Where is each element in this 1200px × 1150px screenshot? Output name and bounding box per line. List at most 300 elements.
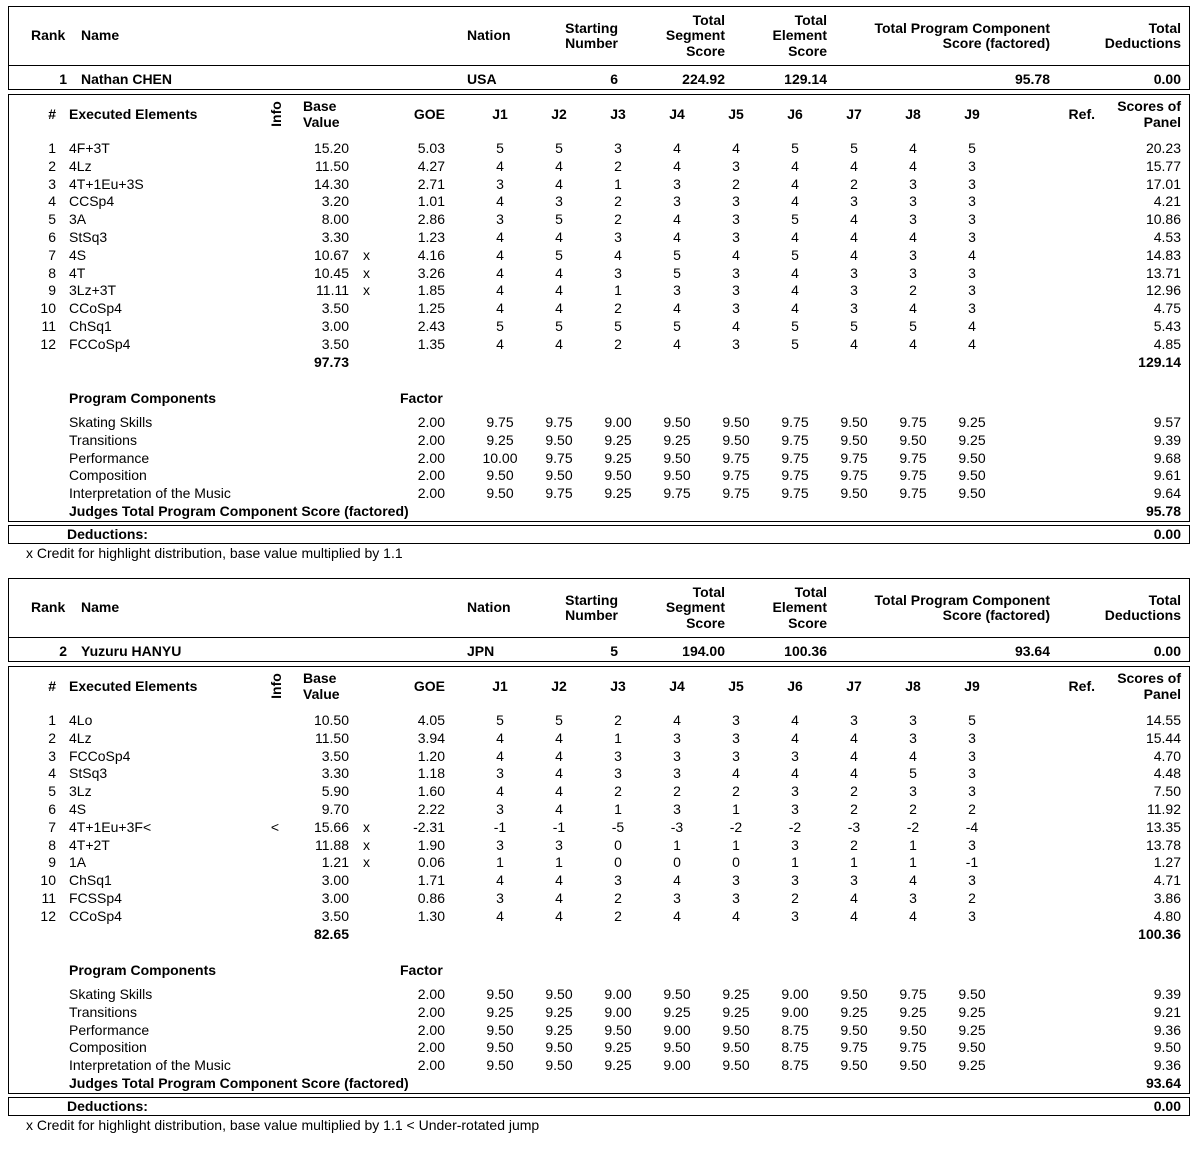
judge-score-j1: -1: [493, 818, 507, 835]
judge-score-j6: 3: [791, 907, 799, 924]
judges-total-pcs-label: Judges Total Program Component Score (factored): [69, 1075, 409, 1091]
judge-score-j3: 2: [614, 193, 622, 210]
panel-score: 4.70: [1153, 747, 1181, 764]
program-components-header: Program Components: [69, 962, 217, 978]
component-score-j2: 9.50: [545, 1039, 573, 1056]
judge-score-j7: 3: [850, 282, 858, 299]
skater-name: Yuzuru HANYU: [81, 643, 182, 659]
judge-score-j1: 5: [496, 140, 504, 156]
base-value: 11.50: [315, 157, 349, 174]
ref-header: Ref.: [1068, 106, 1095, 122]
component-score-j2: 9.50: [545, 431, 573, 448]
judge-score-j7: -3: [847, 818, 861, 835]
component-score-j9: 9.50: [958, 467, 986, 484]
judge-score-j9: 3: [968, 211, 976, 228]
program-components-header: Program Components: [69, 390, 217, 406]
ref-header: Ref.: [1068, 678, 1095, 694]
judge-score-j5: 3: [732, 157, 740, 174]
highlight-marker: x: [363, 818, 370, 835]
elements-panel-total: 100.36: [1138, 925, 1181, 942]
element-number: 1: [48, 712, 56, 728]
panel-score: 11.92: [1147, 801, 1181, 817]
judge-score-j9: 3: [968, 765, 976, 782]
element-code: CCoSp4: [69, 300, 122, 317]
element-code: StSq3: [69, 229, 108, 245]
base-value: 10.45: [313, 264, 349, 281]
judge-score-j3: -5: [611, 818, 625, 835]
component-score-j4: 9.25: [663, 1003, 691, 1020]
base-value: 10.67: [313, 246, 349, 263]
judge-score-j4: 3: [673, 765, 681, 782]
judge-score-j1: 3: [496, 211, 504, 228]
element-number: 6: [48, 801, 56, 817]
judge-score-j8: 3: [909, 712, 917, 728]
component-name: Skating Skills: [69, 414, 153, 430]
element-number: 4: [48, 193, 56, 210]
judge-score-j1: 4: [496, 872, 504, 889]
component-score-j9: 9.25: [958, 1057, 986, 1074]
component-score-j5: 9.50: [722, 414, 750, 430]
component-score-j4: 9.50: [663, 986, 691, 1002]
base-value: 3.50: [321, 335, 349, 352]
judge-score-j5: 4: [732, 140, 740, 156]
element-number: 7: [48, 818, 56, 835]
base-value-header-2: Value: [303, 686, 340, 702]
tes-header-3: Score: [788, 615, 827, 631]
judge-score-j2: 4: [555, 890, 563, 906]
element-number: 2: [48, 729, 56, 746]
component-score-j1: 9.50: [486, 485, 514, 502]
judge-score-j8: -2: [906, 818, 920, 835]
component-score-j5: 9.50: [722, 1039, 750, 1056]
component-panel: 9.36: [1153, 1021, 1181, 1038]
component-panel: 9.64: [1153, 485, 1181, 502]
judge-score-j2: 3: [555, 836, 563, 853]
factor-header: Factor: [400, 390, 443, 406]
tss-header-2: Segment: [665, 599, 725, 615]
judge-score-j3: 3: [614, 229, 622, 245]
judge-score-j6: 4: [791, 282, 799, 299]
element-number: 8: [48, 264, 56, 281]
judge-score-j1: 3: [496, 836, 504, 853]
base-value: 5.90: [321, 783, 349, 800]
component-score-j8: 9.75: [899, 1039, 927, 1056]
panel-score: 15.77: [1145, 157, 1181, 174]
judge-score-j9: 5: [968, 712, 976, 728]
component-score-j3: 9.50: [604, 1021, 632, 1038]
component-score-j8: 9.75: [899, 986, 927, 1002]
judge-score-j7: 3: [850, 264, 858, 281]
element-code: 3Lz+3T: [69, 282, 117, 299]
panel-score: 4.85: [1153, 335, 1181, 352]
judge-score-j7: 4: [850, 335, 858, 352]
judge-score-j4: 4: [673, 712, 681, 728]
judge-score-j8: 3: [909, 246, 917, 263]
executed-elements-header: Executed Elements: [69, 106, 198, 122]
judge-score-j9: 3: [968, 229, 976, 245]
judge-score-j4: 1: [673, 836, 681, 853]
base-value-total: 82.65: [313, 925, 349, 942]
judge-score-j7: 4: [850, 157, 858, 174]
judge-score-j7: 4: [850, 211, 858, 228]
judge-score-j1: 3: [496, 890, 504, 906]
element-info: <: [270, 818, 280, 835]
judge-score-j1: 4: [496, 300, 504, 317]
panel-score: 13.78: [1145, 836, 1181, 853]
component-factor: 2.00: [417, 431, 445, 448]
judge-header-j4: J4: [669, 106, 685, 122]
base-value: 15.20: [313, 140, 349, 156]
element-number: 1: [48, 140, 56, 156]
judge-score-j4: 4: [673, 300, 681, 317]
base-value: 3.30: [321, 765, 349, 782]
executed-elements-header: Executed Elements: [69, 678, 198, 694]
judge-score-j8: 5: [909, 765, 917, 782]
component-score-j2: 9.50: [545, 1057, 573, 1074]
deductions-label: Deductions:: [67, 1098, 148, 1114]
judge-score-j2: 4: [555, 747, 563, 764]
judge-score-j6: 3: [791, 872, 799, 889]
base-value: 10.50: [313, 712, 349, 728]
component-score-j4: 9.50: [663, 1039, 691, 1056]
panel-header-1: Scores of: [1117, 98, 1181, 114]
judge-score-j4: 3: [673, 747, 681, 764]
highlight-marker: x: [363, 854, 370, 871]
elements-panel-total: 129.14: [1138, 353, 1181, 370]
judge-score-j8: 4: [909, 157, 917, 174]
panel-score: 13.71: [1145, 264, 1181, 281]
judge-score-j8: 4: [909, 300, 917, 317]
component-factor: 2.00: [417, 1003, 445, 1020]
judge-score-j1: 4: [496, 729, 504, 746]
nation-header: Nation: [467, 27, 511, 43]
component-score-j9: 9.50: [958, 485, 986, 502]
component-panel: 9.68: [1153, 449, 1181, 466]
component-panel: 9.61: [1153, 467, 1181, 484]
judge-score-j2: 4: [555, 335, 563, 352]
component-factor: 2.00: [417, 986, 445, 1002]
judge-header-j9: J9: [964, 678, 980, 694]
starting-number-header-1: Starting: [565, 592, 618, 608]
component-score-j2: 9.25: [545, 1003, 573, 1020]
judge-score-j5: 4: [732, 907, 740, 924]
tpcs-value: 95.78: [1014, 71, 1050, 87]
judge-score-j9: 3: [968, 264, 976, 281]
judge-score-j7: 4: [850, 246, 858, 263]
element-code: CCoSp4: [69, 907, 122, 924]
judge-score-j8: 3: [909, 175, 917, 192]
judge-score-j4: 2: [673, 783, 681, 800]
component-score-j1: 9.25: [486, 431, 514, 448]
component-score-j8: 9.50: [899, 431, 927, 448]
judge-score-j3: 2: [614, 335, 622, 352]
judge-score-j9: 3: [968, 872, 976, 889]
component-score-j9: 9.25: [958, 414, 986, 430]
deductions-value: 0.00: [1153, 71, 1181, 87]
goe-value: 1.25: [417, 300, 445, 317]
goe-value: 4.05: [417, 712, 445, 728]
name-header: Name: [81, 599, 120, 615]
component-score-j7: 9.75: [840, 467, 868, 484]
component-score-j6: 9.75: [781, 449, 809, 466]
judge-score-j6: 5: [791, 211, 799, 228]
judge-score-j9: -4: [965, 818, 979, 835]
judge-score-j1: 4: [496, 335, 504, 352]
component-score-j3: 9.25: [604, 1039, 632, 1056]
component-score-j8: 9.25: [899, 1003, 927, 1020]
deductions-total: 0.00: [1153, 1098, 1181, 1114]
judge-score-j2: 5: [555, 318, 563, 334]
element-code: FCCoSp4: [69, 747, 131, 764]
goe-value: 1.90: [417, 836, 445, 853]
panel-score: 4.80: [1153, 907, 1181, 924]
judge-score-j8: 4: [909, 335, 917, 352]
element-code: 3A: [69, 211, 87, 228]
base-value: 11.50: [315, 729, 349, 746]
goe-value: 4.27: [417, 157, 445, 174]
judge-score-j2: 5: [555, 211, 563, 228]
goe-value: 3.26: [417, 264, 445, 281]
judge-score-j2: 5: [555, 712, 563, 728]
component-score-j5: 9.25: [722, 1003, 750, 1020]
judge-score-j4: 4: [673, 157, 681, 174]
component-score-j4: 9.00: [663, 1057, 691, 1074]
judge-score-j3: 1: [614, 282, 622, 299]
judge-score-j1: 4: [496, 747, 504, 764]
judge-score-j2: 4: [555, 175, 563, 192]
judge-score-j4: 3: [673, 890, 681, 906]
highlight-marker: x: [363, 836, 370, 853]
judge-score-j2: 4: [555, 157, 563, 174]
goe-value: 4.16: [417, 246, 445, 263]
judge-score-j5: 0: [732, 854, 740, 871]
panel-score: 1.27: [1153, 854, 1181, 871]
judge-score-j9: 3: [968, 783, 976, 800]
judge-score-j4: 5: [673, 318, 681, 334]
panel-score: 4.48: [1153, 765, 1181, 782]
tes-value: 129.14: [784, 71, 827, 87]
judge-score-j5: 4: [732, 246, 740, 263]
judge-score-j6: 5: [791, 246, 799, 263]
deductions-header-1: Total: [1148, 592, 1181, 608]
judge-score-j3: 3: [614, 140, 622, 156]
judge-header-j4: J4: [669, 678, 685, 694]
judge-score-j5: 3: [732, 211, 740, 228]
component-score-j7: 9.75: [840, 1039, 868, 1056]
component-name: Skating Skills: [69, 986, 153, 1002]
judge-score-j6: 4: [791, 729, 799, 746]
element-code: 4T+1Eu+3F<: [69, 818, 152, 835]
component-score-j7: 9.50: [840, 986, 868, 1002]
judge-score-j6: 5: [791, 318, 799, 334]
goe-value: 1.35: [417, 335, 445, 352]
component-score-j1: 10.00: [482, 449, 518, 466]
tss-header-1: Total: [692, 584, 725, 600]
judge-score-j3: 2: [614, 300, 622, 317]
component-score-j6: 9.75: [781, 414, 809, 430]
goe-value: 1.85: [417, 282, 445, 299]
base-value: 8.00: [321, 211, 349, 228]
element-number: 10: [40, 300, 56, 317]
tes-header-1: Total: [794, 12, 827, 28]
highlight-marker: x: [363, 246, 370, 263]
element-number: 3: [48, 747, 56, 764]
base-value: 3.30: [321, 229, 349, 245]
name-header: Name: [81, 27, 120, 43]
goe-value: 1.01: [417, 193, 445, 210]
judge-score-j5: 3: [732, 729, 740, 746]
component-score-j3: 9.25: [604, 485, 632, 502]
goe-value: 3.94: [417, 729, 445, 746]
judge-score-j3: 2: [614, 712, 622, 728]
element-code: 4Lz: [69, 157, 92, 174]
judge-score-j2: 5: [555, 140, 563, 156]
judge-score-j4: -3: [670, 818, 684, 835]
judge-header-j8: J8: [905, 678, 921, 694]
element-code: 4S: [69, 801, 87, 817]
judge-score-j4: 4: [673, 229, 681, 245]
skater-section-1: [0, 6, 1200, 578]
element-code: StSq3: [69, 765, 108, 782]
tss-value: 224.92: [682, 71, 725, 87]
deductions-total: 0.00: [1153, 526, 1181, 542]
judge-score-j8: 2: [909, 801, 917, 817]
deductions-label: Deductions:: [67, 526, 148, 542]
skater-section-2: [0, 578, 1200, 1150]
judge-score-j7: 4: [850, 765, 858, 782]
component-score-j1: 9.50: [486, 1039, 514, 1056]
component-score-j7: 9.75: [840, 449, 868, 466]
tss-header-2: Segment: [665, 27, 725, 43]
component-score-j8: 9.75: [899, 485, 927, 502]
judge-score-j4: 4: [673, 140, 681, 156]
judge-score-j1: 4: [496, 783, 504, 800]
component-panel: 9.39: [1153, 986, 1181, 1002]
judge-score-j1: 4: [496, 907, 504, 924]
component-name: Composition: [69, 467, 147, 484]
judge-score-j2: 5: [555, 246, 563, 263]
judge-score-j5: 3: [732, 890, 740, 906]
base-value: 11.88: [315, 836, 349, 853]
judge-score-j3: 5: [614, 318, 622, 334]
component-panel: 9.50: [1153, 1039, 1181, 1056]
component-score-j5: 9.75: [722, 485, 750, 502]
goe-value: 2.22: [417, 801, 445, 817]
component-panel: 9.21: [1153, 1003, 1181, 1020]
deductions-header-2: Deductions: [1104, 607, 1181, 623]
judge-header-j9: J9: [964, 106, 980, 122]
judge-header-j6: J6: [787, 106, 803, 122]
element-number: 9: [48, 282, 56, 299]
judge-score-j7: 2: [850, 175, 858, 192]
element-code: FCCoSp4: [69, 335, 131, 352]
component-score-j4: 9.50: [663, 467, 691, 484]
judge-score-j6: 5: [791, 335, 799, 352]
judge-score-j2: 4: [555, 300, 563, 317]
judge-score-j1: 3: [496, 175, 504, 192]
rank-value: 1: [59, 71, 67, 87]
component-panel: 9.39: [1153, 431, 1181, 448]
nation-value: USA: [467, 71, 497, 87]
base-value-total: 97.73: [313, 353, 349, 370]
component-score-j1: 9.50: [486, 986, 514, 1002]
header-divider: [8, 65, 1190, 66]
judges-total-pcs-value: 95.78: [1145, 503, 1181, 519]
judge-header-j1: J1: [492, 678, 508, 694]
tes-header-2: Element: [772, 599, 827, 615]
panel-score: 14.83: [1145, 246, 1181, 263]
deductions-header-1: Total: [1148, 20, 1181, 36]
component-score-j1: 9.75: [486, 414, 514, 430]
judge-score-j9: 4: [968, 335, 976, 352]
base-value-header-1: Base: [303, 670, 337, 686]
panel-score: 4.53: [1153, 229, 1181, 245]
base-value: 1.21: [321, 854, 349, 871]
panel-score: 20.23: [1145, 140, 1181, 156]
component-score-j6: 9.75: [781, 431, 809, 448]
element-number: 9: [48, 854, 56, 871]
judge-score-j3: 0: [614, 836, 622, 853]
component-score-j6: 8.75: [781, 1021, 809, 1038]
num-header: #: [48, 678, 56, 694]
component-score-j2: 9.75: [545, 485, 573, 502]
judge-score-j9: 3: [968, 300, 976, 317]
judge-score-j6: 2: [791, 890, 799, 906]
judge-score-j4: 3: [673, 729, 681, 746]
highlight-marker: x: [363, 264, 370, 281]
starting-number-value: 6: [610, 71, 618, 87]
judge-score-j1: 4: [496, 246, 504, 263]
element-number: 3: [48, 175, 56, 192]
judge-score-j5: 1: [732, 801, 740, 817]
goe-value: 1.71: [417, 872, 445, 889]
element-number: 2: [48, 157, 56, 174]
starting-number-value: 5: [610, 643, 618, 659]
goe-value: 2.86: [417, 211, 445, 228]
judge-score-j3: 3: [614, 264, 622, 281]
base-value: 3.50: [321, 747, 349, 764]
judge-score-j8: 4: [909, 140, 917, 156]
component-factor: 2.00: [417, 1021, 445, 1038]
info-header: Info: [268, 101, 284, 127]
judge-score-j2: 3: [555, 193, 563, 210]
judge-score-j2: 1: [555, 854, 563, 871]
judge-score-j8: 1: [909, 836, 917, 853]
component-name: Composition: [69, 1039, 147, 1056]
judge-score-j7: 3: [850, 872, 858, 889]
judge-score-j9: 3: [968, 729, 976, 746]
panel-score: 15.44: [1145, 729, 1181, 746]
judge-header-j5: J5: [728, 678, 744, 694]
component-score-j8: 9.75: [899, 414, 927, 430]
rank-header: Rank: [31, 27, 66, 43]
component-factor: 2.00: [417, 449, 445, 466]
nation-value: JPN: [467, 643, 495, 659]
panel-header-1: Scores of: [1117, 670, 1181, 686]
component-score-j8: 9.75: [899, 467, 927, 484]
factor-header: Factor: [400, 962, 443, 978]
judge-score-j6: 4: [791, 157, 799, 174]
judge-score-j3: 4: [614, 246, 622, 263]
judge-score-j2: 4: [555, 907, 563, 924]
goe-value: 1.23: [417, 229, 445, 245]
judge-score-j8: 4: [909, 229, 917, 245]
goe-header: GOE: [413, 106, 445, 122]
component-score-j7: 9.50: [840, 1057, 868, 1074]
judge-header-j2: J2: [551, 678, 567, 694]
judge-score-j6: 4: [791, 229, 799, 245]
judge-score-j9: 4: [968, 246, 976, 263]
